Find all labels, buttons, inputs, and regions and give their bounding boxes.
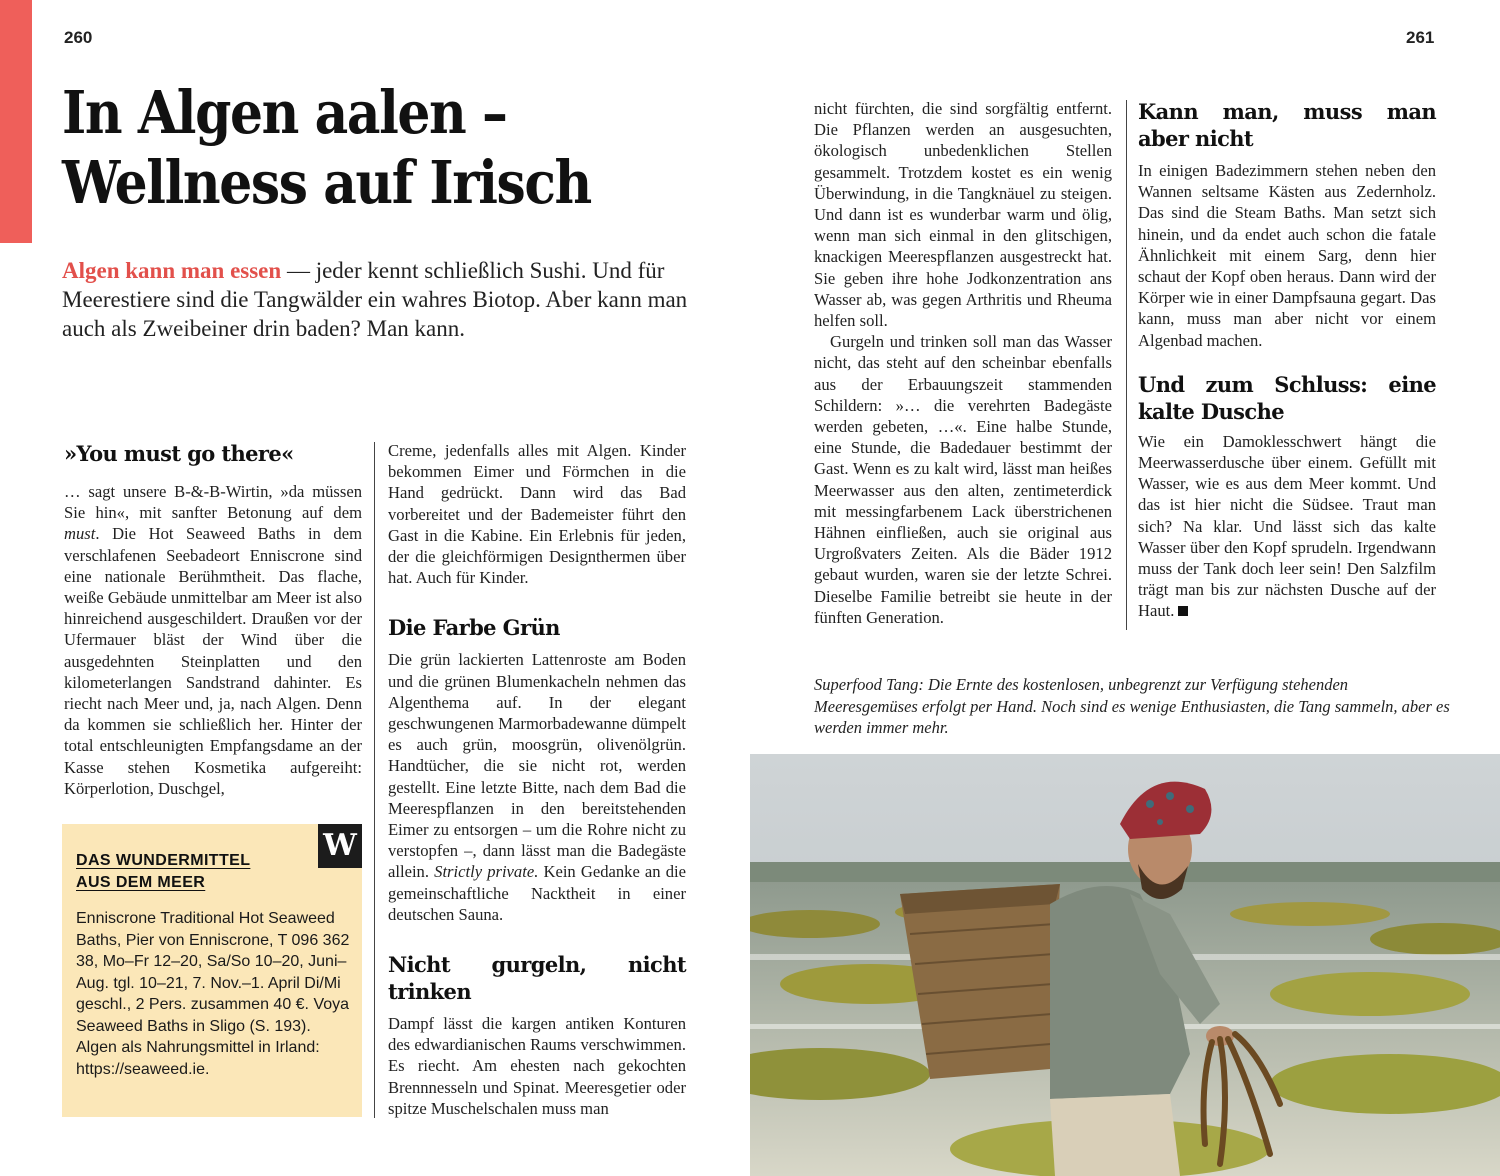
info-box [62, 824, 362, 1117]
column-1 [64, 440, 362, 799]
info-title-line-1: DAS WUNDERMITTEL [76, 852, 251, 869]
col2-heading-1: Die Farbe Grün [388, 615, 560, 641]
col3-paragraph-1: nicht fürchten, die sind sorgfältig entfernt. Die Pflanzen werden an ausgesuchten, ökologisch unbedenklichen Stellen gesammelt. Trotzdem kostet es ein wenig Überwindung, in die Tangknäuel zu steigen. Und dann ist es wunderbar warm und ölig, wenn man sich einmal in den glitschigen, knackigen Meerespflanzen ausgestreckt hat. Sie geben ihre hohe Jodkonzentration ans Wasser ab, was gegen Arthritis und Rheuma helfen soll. [814, 99, 1112, 331]
info-box-title [76, 850, 250, 894]
info-box-text: Enniscrone Traditional Hot Seaweed Baths, Pier von Enniscrone, T 096 362 38, Mo–Fr 12–20, Sa/So 10–20, Juni–Aug. tgl. 10–21, 7. Nov.–1. April Di/Mi geschl., 2 Pers. zusammen 40 €. Voya Seaweed Baths in Sligo (S. 193). Algen als Nahrungsmittel in Irland: https://seaweed.ie. [76, 910, 350, 1078]
col2-paragraph-1: Creme, jedenfalls alles mit Algen. Kinder bekommen Eimer und Förmchen in die Hand gedrückt. Dann wird das Bad vorbereitet und der Bademeister führt den Gast in die Kabine. Ein Erlebnis für jeden, der die gleichförmigen Designthermen über hat. Auch für Kinder. [388, 441, 686, 588]
column-divider-2 [1126, 100, 1127, 630]
col1-heading: »You must go there« [64, 441, 294, 466]
title-line-1: In Algen aalen – [62, 78, 507, 147]
col1-text-a: … sagt unsere B-&-B-Wirtin, »da müssen Sie hin«, mit sanfter Betonung auf dem [64, 482, 362, 523]
col1-paragraph [64, 481, 362, 799]
col4-paragraph-1: In einigen Badezimmern stehen neben den Wannen seltsame Kästen aus Zedernholz. Das sind die Steam Baths. Man setzt sich hinein, und da endet auch schon die fatale Ähnlichkeit mit einem Sarg, denn hier schaut der Kopf oben heraus. Dann wird der Körper wie in einer Dampfsauna gegart. Das kann, muss man aber nicht vor einem Algenbad machen. [1138, 161, 1436, 350]
photo-caption: Superfood Tang: Die Ernte des kostenlosen, unbegrenzt zur Verfügung stehenden Meeresgemüses erfolgt per Hand. Noch sind es wenige Enthusiasten, die Tang sammeln, aber es werden immer mehr. [814, 675, 1450, 737]
title-line-2: Wellness auf Irisch [62, 148, 591, 217]
article-title [62, 78, 678, 218]
col2-text-b: Kein Gedanke an die gemeinschaftliche Nacktheit in einer deutschen Sauna. [388, 862, 686, 924]
col4-paragraph-2 [1138, 431, 1436, 622]
column-2 [388, 440, 686, 1119]
w-badge-icon: W [318, 824, 362, 868]
column-3 [814, 98, 1112, 628]
column-divider-1 [374, 442, 375, 1118]
col1-text-b: . Die Hot Seaweed Baths in dem verschlafenen Seebadeort Enniscrone sind eine nationale Berühmtheit. Das flache, weiße Gebäude unmittelbar am Meer ist also hinreichend ausgeschildert. Draußen vor der Ufermauer bläst der Wind über die ausgedehnten Steinplatten und den kilometerlangen Sandstrand dahinter. Es riecht nach Meer und, ja, nach Algen. Denn da kommen sie schließlich her. Hinter der total entschleunigten Empfangsdame an der Kasse stehen Kosmetika aufgereiht: Körperlotion, Duschgel, [64, 524, 362, 798]
page-number-right: 261 [1406, 28, 1435, 47]
col4-heading-2: Und zum Schluss: eine kalte Dusche [1138, 371, 1436, 424]
info-title-line-2: AUS DEM MEER [76, 874, 206, 891]
seaweed-harvester-photo [750, 754, 1500, 1176]
col2-paragraph-3: Dampf lässt die kargen antiken Konturen des edwardianischen Raums verschwimmen. Es riecht. Am ehesten nach gekochten Brennnesseln und Spinat. Meeresgetier oder spitze Muschelschalen muss man [388, 1014, 686, 1118]
col3-paragraph-2: Gurgeln und trinken soll man das Wasser nicht, das steht auf den scheinbar ebenfalls aus der Erbauungszeit stammenden Schildern: »… die verehrten Badegäste werden gebeten, …«. Eine halbe Stunde, eine Stunde, die Badedauer bestimmt der Gast. Wenn es zu kalt wird, lässt man heißes Meerwasser aus den alten, zentimeterdick mit messingfarbenem Lack überstrichenen Hähnen einfließen, auch sie original aus Urgroßvaters Zeiten. Als die Bäder 1912 gebaut wurden, waren sie der letzte Schrei. Dieselbe Familie betreibt sie heute in der fünften Generation. [814, 332, 1112, 627]
accent-bar [0, 0, 32, 243]
intro-text: — jeder kennt schließlich Sushi. Und für Meerestiere sind die Tangwälder ein wahres Biotop. Aber kann man auch als Zweibeiner drin baden? Man kann. [62, 258, 688, 341]
page-number-left: 260 [64, 28, 93, 47]
intro-paragraph [62, 256, 712, 343]
col1-text-italic: must [64, 524, 96, 544]
col4-text: Wie ein Damoklesschwert hängt die Meerwasserdusche über einem. Gefüllt mit Wasser, wie es aus dem Meer kommt. Und das ist hier nicht die Südsee. Traut man sich? Na klar. Und lässt sich das kalte Wasser über den Kopf sprudeln. Irgendwann muss der Tank doch leer sein! Den Salzfilm trägt man bis zur nächsten Dusche auf der Haut. [1138, 431, 1436, 621]
column-4 [1138, 98, 1436, 622]
col2-text-a: Die grün lackierten Lattenroste am Boden und die grünen Blumenkacheln nehmen das Algenthema auf. In der elegant geschwungenen Marmorbadewanne dümpelt es auch grün, moosgrün, olivenölgrün. Handtücher, die sie nicht rot, werden gestellt. Eine letzte Bitte, nach dem Bad die Meerespflanzen in den bereitstehenden Eimer zu entsorgen – um die Rohre nicht zu verstopfen –, dann lässt man die Badegäste allein. [388, 650, 686, 882]
intro-lead: Algen kann man essen [62, 258, 282, 283]
col4-heading-1: Kann man, muss man aber nicht [1138, 99, 1436, 151]
col2-paragraph-2 [388, 649, 686, 925]
col2-text-italic: Strictly private. [434, 862, 539, 882]
end-of-article-square-icon [1178, 606, 1188, 616]
col2-heading-2: Nicht gurgeln, nicht trinken [388, 952, 686, 1005]
